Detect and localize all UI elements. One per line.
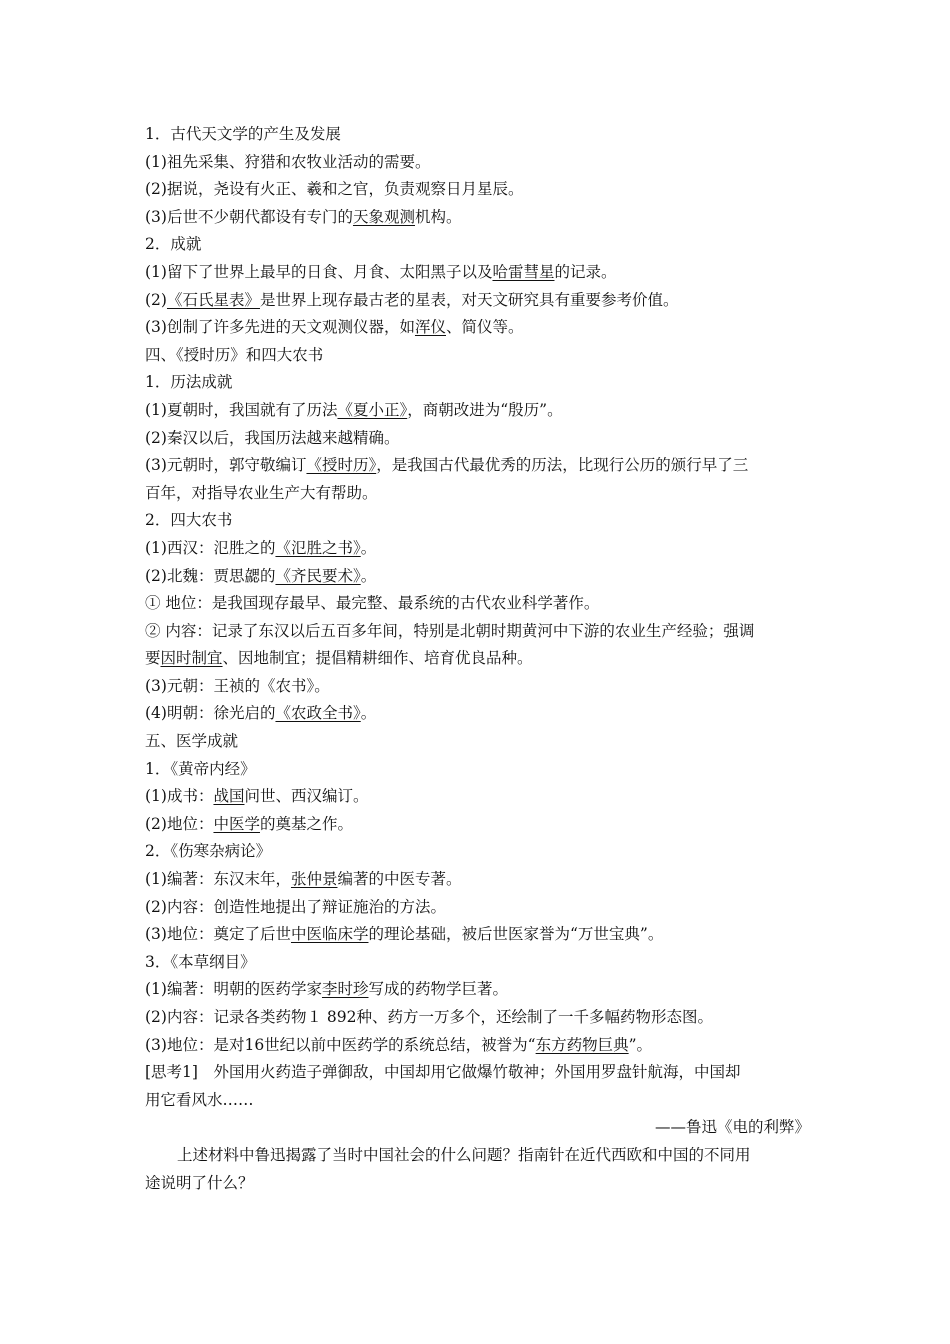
- text-segment: 2．成就: [145, 235, 202, 254]
- text-segment: 。: [360, 538, 377, 557]
- text-segment: 机构。: [414, 207, 462, 226]
- underlined-term: 《农政全书》: [275, 704, 361, 723]
- text-segment: 的记录。: [554, 262, 617, 281]
- text-line: [145, 756, 810, 784]
- underlined-term: 东方药物巨典: [535, 1035, 629, 1054]
- text-segment: (1)祖先采集、狩猎和农牧业活动的需要。: [145, 152, 431, 171]
- text-segment: 1．古代天文学的产生及发展: [145, 125, 341, 143]
- text-line: [145, 287, 810, 315]
- text-segment: 2．《伤寒杂病论》: [145, 842, 272, 861]
- text-segment: 、因地制宜；提倡精耕细作、培育优良品种。: [222, 649, 533, 668]
- text-segment: (2)据说，尧设有火正、羲和之官，负责观察日月星辰。: [145, 180, 524, 199]
- text-line: [145, 369, 810, 397]
- underlined-term: 张仲景: [290, 870, 338, 889]
- text-line: [145, 452, 810, 480]
- text-line: [145, 397, 810, 425]
- text-segment: (2)秦汉以后，我国历法越来越精确。: [145, 428, 400, 447]
- text-line: [145, 204, 810, 232]
- text-line: [145, 921, 810, 949]
- underlined-term: 战国: [213, 787, 245, 806]
- text-segment: 2．四大农书: [145, 511, 233, 530]
- text-line: [145, 728, 810, 756]
- underlined-term: 李时珍: [321, 980, 369, 999]
- underlined-term: 浑仪: [414, 318, 446, 337]
- underlined-term: 中医临床学: [290, 925, 369, 944]
- text-segment: 编著的中医专著。: [337, 870, 462, 889]
- text-segment: 的奠基之作。: [259, 814, 353, 833]
- text-segment: 用它看风水……: [145, 1090, 254, 1109]
- text-segment: ”。: [628, 1035, 653, 1054]
- text-line: [145, 673, 810, 701]
- underlined-term: 因时制宜: [160, 649, 223, 668]
- text-line: [145, 976, 810, 1004]
- text-segment: (3)元朝：王祯的《农书》。: [145, 676, 330, 695]
- text-segment: (1)成书：: [145, 787, 214, 806]
- text-line: [145, 121, 810, 149]
- text-segment: 问世、西汉编订。: [244, 787, 369, 806]
- text-segment: ——鲁迅《电的利弊》: [654, 1118, 810, 1137]
- text-line: [145, 480, 810, 508]
- text-line: [145, 949, 810, 977]
- text-segment: (1)西汉：氾胜之的: [145, 538, 276, 557]
- text-segment: ，商朝改进为“殷历”。: [407, 400, 563, 419]
- text-segment: 上述材料中鲁迅揭露了当时中国社会的什么问题？指南针在近代西欧和中国的不同用: [177, 1145, 751, 1164]
- text-line: [145, 838, 810, 866]
- text-line: [145, 618, 810, 646]
- text-segment: (3)创制了许多先进的天文观测仪器，如: [145, 318, 415, 337]
- text-segment: (2)地位：: [145, 814, 214, 833]
- underlined-term: 天象观测: [352, 207, 415, 226]
- text-line: [145, 314, 810, 342]
- text-segment: (2)内容：记录各类药物１ 892种、药方一万多个，还绘制了一千多幅药物形态图。: [145, 1008, 713, 1026]
- underlined-term: 《齐民要术》: [275, 566, 361, 585]
- text-segment: ② 内容：记录了东汉以后五百多年间，特别是北朝时期黄河中下游的农业生产经验；强调: [145, 621, 755, 640]
- text-segment: 、简仪等。: [445, 318, 524, 337]
- text-segment: (2)北魏：贾思勰的: [145, 566, 276, 585]
- underlined-term: 《氾胜之书》: [275, 538, 361, 557]
- text-segment: 四、《授时历》和四大农书: [145, 345, 324, 364]
- text-line: [145, 259, 810, 287]
- text-line: [145, 1059, 810, 1087]
- text-line: [145, 1032, 810, 1060]
- text-segment: 的理论基础，被后世医家誉为“万世宝典”。: [368, 925, 664, 944]
- text-segment: 途说明了什么？: [145, 1173, 254, 1192]
- text-line: [145, 342, 810, 370]
- text-line: [145, 590, 810, 618]
- text-segment: 1．历法成就: [145, 373, 233, 392]
- text-line: [145, 563, 810, 591]
- underlined-term: 《石氏星表》: [166, 290, 260, 309]
- document-body: [145, 121, 810, 1197]
- text-line: [145, 231, 810, 259]
- text-line: [145, 811, 810, 839]
- underlined-term: 哈雷彗星: [492, 262, 555, 281]
- text-segment: (2): [145, 290, 167, 309]
- text-segment: (3)后世不少朝代都设有专门的: [145, 207, 353, 226]
- text-segment: 3．《本草纲目》: [145, 952, 256, 971]
- text-segment: (3)元朝时，郭守敬编订: [145, 456, 307, 475]
- text-line: [145, 866, 810, 894]
- text-segment: (1)夏朝时，我国就有了历法: [145, 400, 338, 419]
- underlined-term: 《授时历》: [306, 456, 377, 475]
- text-line: [145, 1004, 810, 1032]
- text-line: [145, 645, 810, 673]
- text-segment: 要: [145, 649, 161, 668]
- text-line: [145, 1142, 810, 1170]
- text-line: [145, 535, 810, 563]
- text-line: [145, 783, 810, 811]
- text-segment: 是世界上现存最古老的星表，对天文研究具有重要参考价值。: [259, 290, 679, 309]
- text-segment: 五、医学成就: [145, 732, 239, 751]
- text-line: [145, 1114, 810, 1142]
- text-segment: ① 地位：是我国现存最早、最完整、最系统的古代农业科学著作。: [145, 594, 600, 613]
- text-line: [145, 894, 810, 922]
- text-segment: (3)地位：奠定了后世: [145, 925, 291, 944]
- text-segment: ，是我国古代最优秀的历法，比现行公历的颁行早了三: [376, 456, 749, 475]
- text-line: [145, 425, 810, 453]
- text-line: [145, 700, 810, 728]
- text-line: [145, 176, 810, 204]
- text-segment: (3)地位：是对16世纪以前中医药学的系统总结，被誉为“: [145, 1035, 536, 1054]
- underlined-term: 中医学: [213, 814, 260, 833]
- text-segment: 。: [360, 566, 377, 585]
- text-segment: 1．《黄帝内经》: [145, 759, 256, 778]
- text-segment: (1)留下了世界上最早的日食、月食、太阳黑子以及: [145, 262, 493, 281]
- underlined-term: 《夏小正》: [337, 400, 408, 419]
- text-segment: 百年，对指导农业生产大有帮助。: [145, 483, 378, 502]
- text-segment: (1)编著：东汉末年，: [145, 870, 291, 889]
- text-segment: [思考1] 外国用火药造子弹御敌，中国却用它做爆竹敬神；外国用罗盘针航海，中国却: [145, 1063, 741, 1082]
- text-line: [145, 1087, 810, 1115]
- text-segment: (1)编著：明朝的医药学家: [145, 980, 322, 999]
- text-segment: 写成的药物学巨著。: [368, 980, 508, 999]
- text-line: [145, 149, 810, 177]
- text-line: [145, 507, 810, 535]
- text-line: [145, 1170, 810, 1198]
- text-segment: (2)内容：创造性地提出了辩证施治的方法。: [145, 897, 446, 916]
- text-segment: (4)明朝：徐光启的: [145, 704, 276, 723]
- text-segment: 。: [360, 704, 377, 723]
